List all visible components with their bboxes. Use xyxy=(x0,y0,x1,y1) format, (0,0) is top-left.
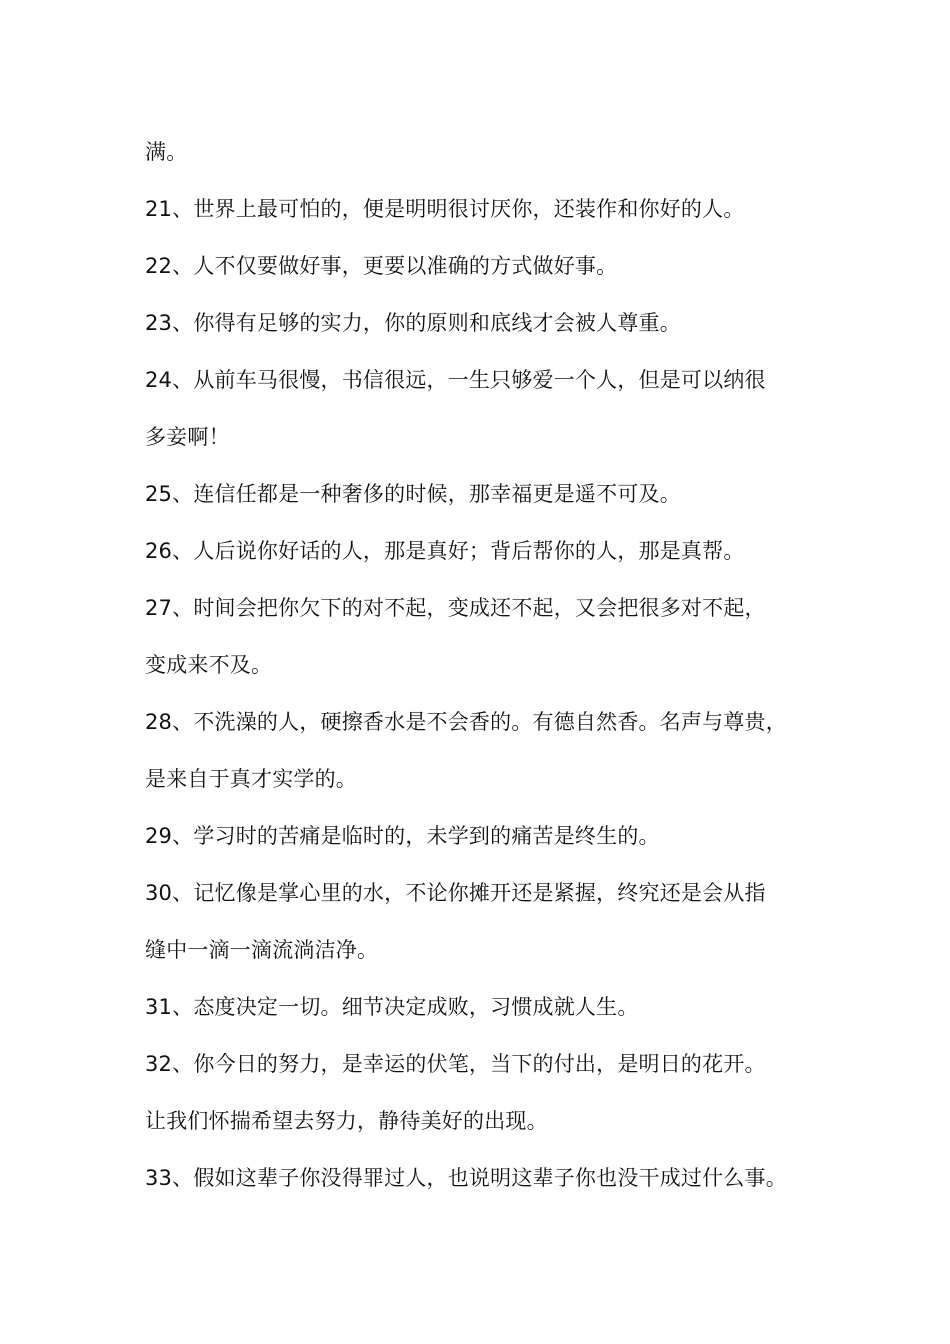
text-line: 变成来不及。 xyxy=(145,653,273,677)
text-line: 27、时间会把你欠下的对不起，变成还不起，又会把很多对不起， xyxy=(145,596,766,620)
text-line: 26、人后说你好话的人，那是真好；背后帮你的人，那是真帮。 xyxy=(145,539,745,563)
text-line: 32、你今日的努力，是幸运的伏笔，当下的付出，是明日的花开。 xyxy=(145,1052,766,1076)
text-line: 31、态度决定一切。细节决定成败，习惯成就人生。 xyxy=(145,995,639,1019)
text-line: 21、世界上最可怕的，便是明明很讨厌你，还装作和你好的人。 xyxy=(145,197,745,221)
text-line: 28、不洗澡的人，硬擦香水是不会香的。有德自然香。名声与尊贵， xyxy=(145,710,787,734)
text-line: 多妾啊！ xyxy=(145,425,230,449)
text-line: 25、连信任都是一种奢侈的时候，那幸福更是遥不可及。 xyxy=(145,482,681,506)
text-line: 30、记忆像是掌心里的水，不论你摊开还是紧握，终究还是会从指 xyxy=(145,881,766,905)
text-line: 是来自于真才实学的。 xyxy=(145,767,357,791)
text-line: 满。 xyxy=(145,140,188,164)
document-body xyxy=(145,134,825,1217)
text-line: 33、假如这辈子你没得罪过人，也说明这辈子你也没干成过什么事。 xyxy=(145,1166,787,1190)
text-line: 缝中一滴一滴流淌洁净。 xyxy=(145,938,379,962)
text-line: 29、学习时的苦痛是临时的，未学到的痛苦是终生的。 xyxy=(145,824,660,848)
text-line: 24、从前车马很慢，书信很远，一生只够爱一个人，但是可以纳很 xyxy=(145,368,766,392)
text-line: 让我们怀揣希望去努力，静待美好的出现。 xyxy=(145,1109,548,1133)
text-line: 23、你得有足够的实力，你的原则和底线才会被人尊重。 xyxy=(145,311,681,335)
text-line: 22、人不仅要做好事，更要以准确的方式做好事。 xyxy=(145,254,618,278)
